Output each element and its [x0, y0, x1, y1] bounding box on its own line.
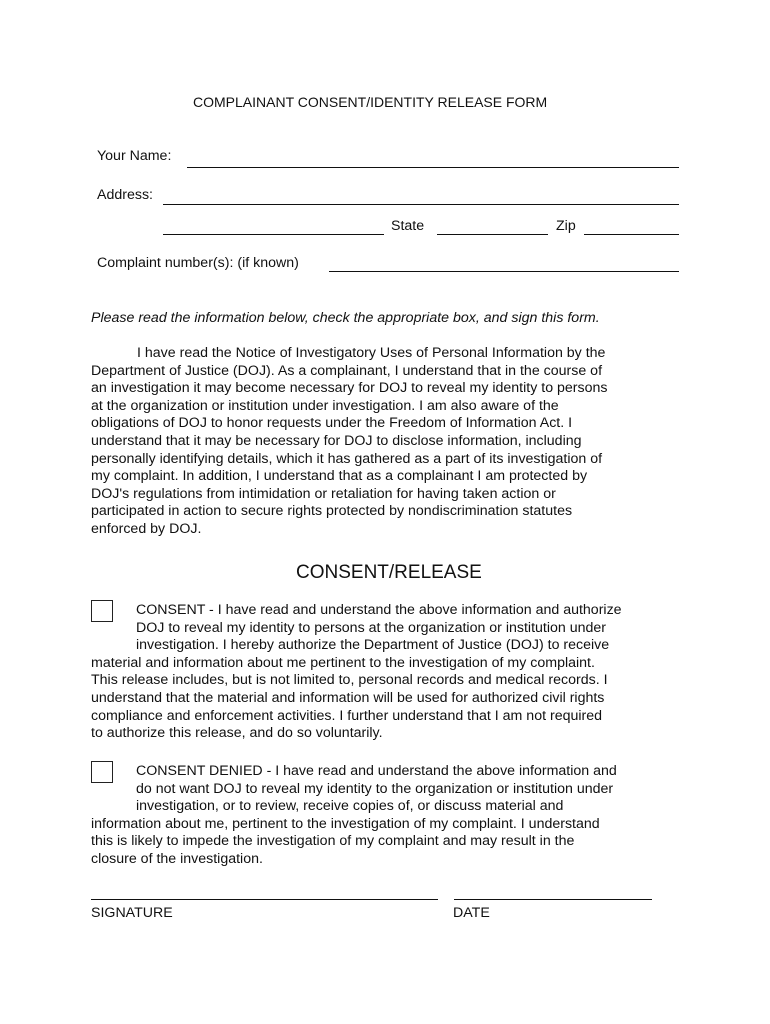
signature-field[interactable] — [91, 899, 438, 900]
state-field[interactable] — [437, 234, 548, 235]
notice-paragraph — [91, 345, 651, 539]
consent-denied-paragraph — [91, 763, 651, 869]
name-label: Your Name: — [97, 148, 172, 164]
instruction-text: Please read the information below, check the appropriate box, and sign this form. — [91, 310, 600, 326]
notice-line: obligations of DOJ to honor requests under the Freedom of Information Act. I — [91, 415, 573, 432]
denied-line: CONSENT DENIED - I have read and understand the above information and — [136, 763, 617, 779]
city-field[interactable] — [163, 234, 384, 235]
notice-line: at the organization or institution under investigation. I am also aware of the — [91, 397, 559, 414]
notice-line: DOJ's regulations from intimidation or retaliation for having taken action or — [91, 485, 556, 502]
consent-line: understand that the material and information will be used for authorized civil rights — [91, 689, 605, 706]
denied-line: this is likely to impede the investigation of my complaint and may result in the — [91, 833, 575, 850]
notice-line: I have read the Notice of Investigatory Uses of Personal Information by the — [137, 345, 606, 361]
denied-line: information about me, pertinent to the investigation of my complaint. I understand — [91, 815, 600, 832]
notice-line: personally identifying details, which it has gathered as a part of its investigation of — [91, 450, 603, 467]
section-heading: CONSENT/RELEASE — [296, 562, 482, 583]
name-field[interactable] — [187, 167, 679, 168]
consent-line: DOJ to reveal my identity to persons at the organization or institution under — [136, 619, 607, 636]
address-label: Address: — [97, 187, 153, 203]
complaint-number-field[interactable] — [329, 271, 679, 272]
zip-field[interactable] — [584, 234, 679, 235]
address-line1-field[interactable] — [163, 204, 679, 205]
consent-line: CONSENT - I have read and understand the above information and authorize — [136, 602, 622, 618]
complaint-number-label: Complaint number(s): (if known) — [97, 255, 299, 271]
date-label: DATE — [453, 905, 490, 921]
denied-line: closure of the investigation. — [91, 850, 263, 867]
notice-line: an investigation it may become necessary for DOJ to reveal my identity to persons — [91, 380, 608, 397]
zip-label: Zip — [556, 218, 576, 234]
consent-line: compliance and enforcement activities. I further understand that I am not required — [91, 707, 603, 724]
denied-line: do not want DOJ to reveal my identity to the organization or institution under — [136, 780, 614, 797]
consent-line: investigation. I hereby authorize the Department of Justice (DOJ) to receive — [136, 637, 610, 654]
state-label: State — [391, 218, 425, 234]
notice-line: Department of Justice (DOJ). As a complainant, I understand that in the course of — [91, 362, 603, 379]
notice-line: understand that it may be necessary for DOJ to disclose information, including — [91, 432, 582, 449]
consent-line: to authorize this release, and do so voluntarily. — [91, 725, 383, 742]
consent-line: This release includes, but is not limited to, personal records and medical records. I — [91, 672, 608, 689]
signature-label: SIGNATURE — [91, 905, 173, 921]
consent-line: material and information about me pertinent to the investigation of my complaint. — [91, 654, 595, 671]
notice-line: my complaint. In addition, I understand that as a complainant I am protected by — [91, 468, 588, 485]
form-title: COMPLAINANT CONSENT/IDENTITY RELEASE FORM — [193, 94, 548, 110]
denied-line: investigation, or to review, receive copies of, or discuss material and — [136, 798, 564, 815]
notice-line: enforced by DOJ. — [91, 520, 202, 537]
date-field[interactable] — [454, 899, 652, 900]
consent-paragraph — [91, 602, 651, 743]
notice-line: participated in action to secure rights protected by nondiscrimination statutes — [91, 503, 573, 520]
